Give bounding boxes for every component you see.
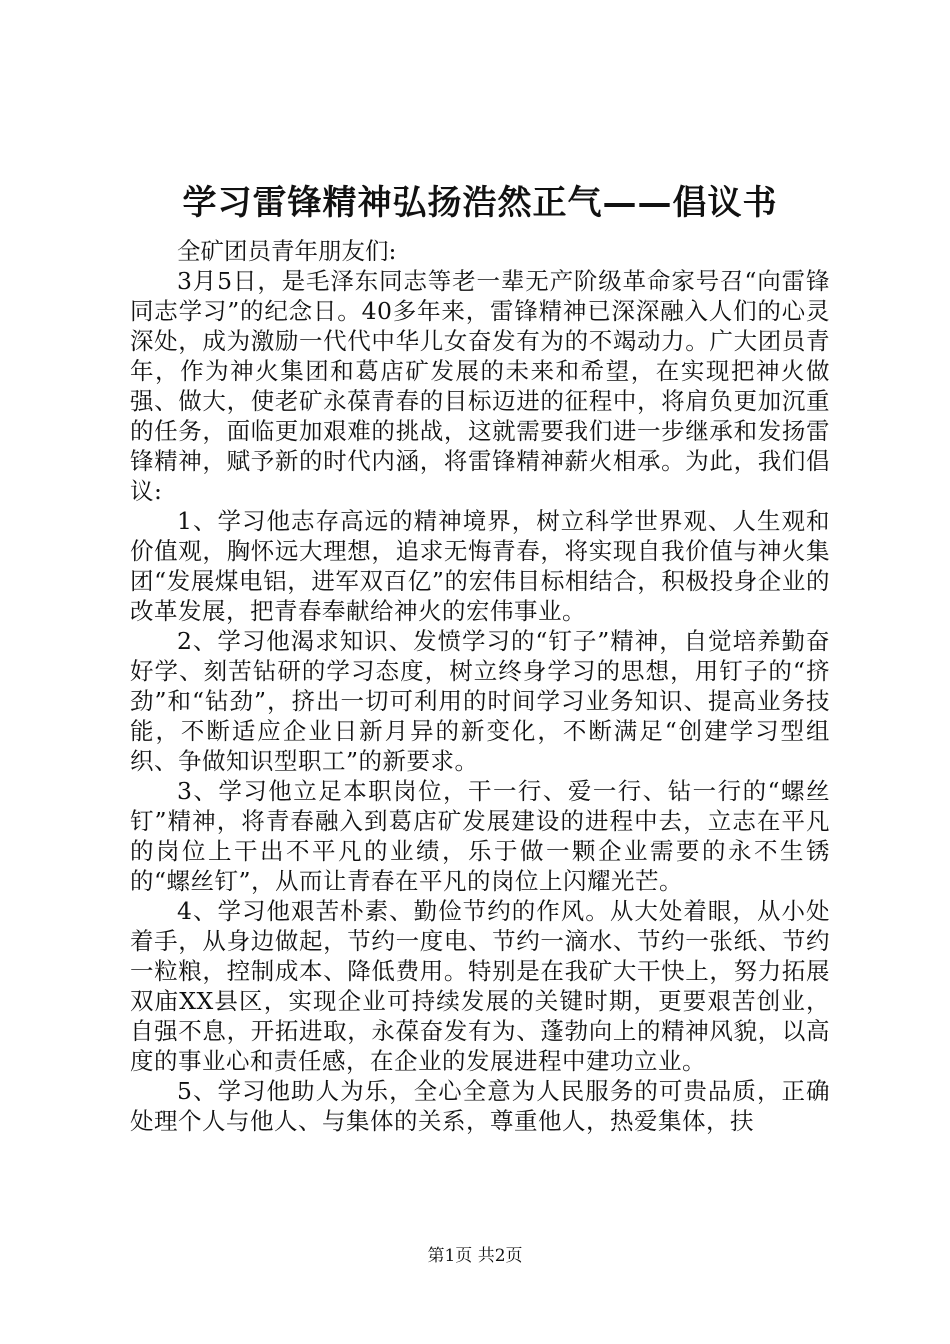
document-title: 学习雷锋精神弘扬浩然正气——倡议书 [182,183,778,223]
paragraph-proposal-2: 2、学习他渴求知识、发愤学习的“钉子”精神，自觉培养勤奋好学、刻苦钻研的学习态度，树立终身学习的思想，用钉子的“挤劲”和“钻劲”，挤出一切可利用的时间学习业务知识、提高业务技能，不断适应企业日新月异的新变化，不断满足“创建学习型组织、争做知识型职工”的新要求。 [130,627,830,775]
paragraph-proposal-5: 5、学习他助人为乐，全心全意为人民服务的可贵品质，正确处理个人与他人、与集体的关系，尊重他人，热爱集体，扶 [130,1077,830,1135]
salutation: 全矿团员青年朋友们: [177,237,397,265]
paragraph-proposal-3: 3、学习他立足本职岗位，干一行、爱一行、钻一行的“螺丝钉”精神，将青春融入到葛店矿发展建设的进程中去，立志在平凡的岗位上干出不平凡的业绩，乐于做一颗企业需要的永不生锈的“螺丝钉”，从而让青春在平凡的岗位上闪耀光芒。 [130,777,830,895]
paragraph-proposal-4: 4、学习他艰苦朴素、勤俭节约的作风。从大处着眼，从小处着手，从身边做起，节约一度电、节约一滴水、节约一张纸、节约一粒粮，控制成本、降低费用。特别是在我矿大干快上，努力拓展双庙XX县区，实现企业可持续发展的关键时期，更要艰苦创业，自强不息，开拓进取，永葆奋发有为、蓬勃向上的精神风貌，以高度的事业心和责任感，在企业的发展进程中建功立业。 [130,897,830,1075]
paragraph-intro: 3月5日，是毛泽东同志等老一辈无产阶级革命家号召“向雷锋同志学习”的纪念日。40多年来，雷锋精神已深深融入人们的心灵深处，成为激励一代代中华儿女奋发有为的不竭动力。广大团员青年，作为神火集团和葛店矿发展的未来和希望，在实现把神火做强、做大，使老矿永葆青春的目标迈进的征程中，将肩负更加沉重的任务，面临更加艰难的挑战，这就需要我们进一步继承和发扬雷锋精神，赋予新的时代内涵，将雷锋精神薪火相承。为此，我们倡议: [130,267,830,505]
document-page [130,180,830,1136]
page-footer: 第1页 共2页 [427,1246,523,1266]
paragraph-proposal-1: 1、学习他志存高远的精神境界，树立科学世界观、人生观和价值观，胸怀远大理想，追求无悔青春，将实现自我价值与神火集团“发展煤电铝，进军双百亿”的宏伟目标相结合，积极投身企业的改革发展，把青春奉献给神火的宏伟事业。 [130,507,830,625]
